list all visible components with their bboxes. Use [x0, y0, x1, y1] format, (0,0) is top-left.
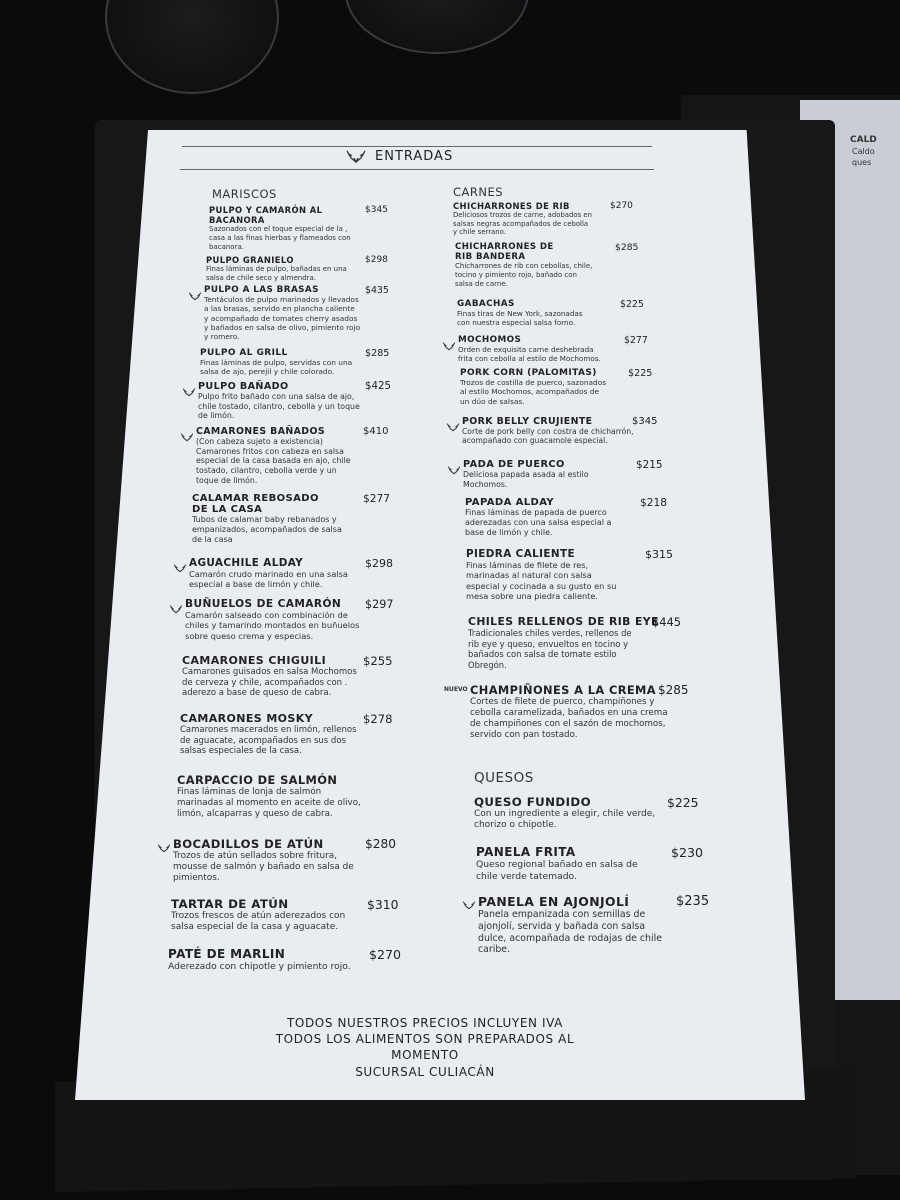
menu-item-carnes [463, 459, 663, 489]
item-description: Finas láminas de papada de puerco aderezadas con una salsa especial a base de limón y chile. [465, 508, 612, 537]
item-description: Aderezado con chipotle y pimiento rojo. [168, 961, 351, 972]
item-description: Panela empanizada con semillas de ajonjolí, servida y bañada con salsa dulce, acompañada de rodajas de chile caribe. [478, 909, 662, 956]
item-name: PATÉ DE MARLIN [168, 947, 286, 961]
item-description: (Con cabeza sujeto a existencia) Camarones fritos con cabeza en salsa especial de la casa basada en ajo, chile tostado, cilantro, cebolla verde y un toque de limón. [196, 437, 351, 485]
item-price: $298 [365, 255, 388, 265]
menu-item-carnes [462, 416, 658, 446]
item-price: $410 [363, 426, 389, 437]
menu-item-mariscos [185, 598, 394, 641]
item-description: Trozos de atún sellados sobre fritura, mousse de salmón y bañado en salsa de pimientos. [173, 851, 354, 884]
menu-item-carnes [444, 683, 689, 741]
menu-item-carnes [466, 548, 673, 601]
item-price: $297 [365, 598, 394, 611]
item-name-line-2: RIB BANDERA [455, 252, 526, 262]
antler-icon [442, 337, 456, 348]
item-price: $278 [363, 712, 393, 726]
right-page-fragment: Caldo [852, 147, 875, 156]
item-price: $285 [615, 242, 639, 253]
item-description: Corte de pork belly con costra de chicharrón, acompañado con guacamole especial. [462, 427, 634, 446]
footer-line-2: TODOS LOS ALIMENTOS SON PREPARADOS AL MOMENTO [275, 1032, 575, 1063]
item-description: Deliciosa papada asada al estilo Mochomos. [463, 470, 589, 489]
menu-footer [240, 1015, 610, 1080]
menu-item-mariscos [177, 773, 361, 820]
item-description: Finas láminas de lonja de salmón marinadas al momento en aceite de olivo, limón, alcaparras y queso de cabra. [177, 787, 361, 819]
section-carnes: CARNES [453, 185, 504, 199]
antler-icon [446, 418, 460, 429]
item-name: PULPO GRANIELO [206, 255, 294, 265]
menu-item-mariscos [173, 837, 397, 884]
menu-item-mariscos [196, 426, 389, 486]
item-name: QUESO FUNDIDO [474, 795, 592, 809]
item-price: $225 [628, 368, 653, 379]
item-name: PAPADA ALDAY [465, 497, 555, 508]
antler-icon [182, 383, 196, 394]
item-price: $345 [632, 416, 658, 427]
item-name: AGUACHILE ALDAY [189, 557, 304, 569]
item-description: Trozos frescos de atún aderezados con salsa especial de la casa y aguacate. [171, 911, 346, 933]
wine-glass-right [345, 0, 529, 54]
item-name: CAMARONES BAÑADOS [196, 426, 325, 437]
item-name: CALAMAR REBOSADO [192, 493, 319, 504]
item-name-line-2: BACANORA [209, 215, 265, 225]
item-name: PIEDRA CALIENTE [466, 548, 575, 560]
item-price: $277 [363, 493, 390, 505]
menu-item-mariscos [206, 255, 388, 283]
menu-item-mariscos [171, 897, 399, 934]
item-description: Finas láminas de pulpo, bañadas en una salsa de chile seco y almendra. [206, 265, 347, 282]
item-price: $345 [365, 205, 388, 215]
menu-item-mariscos [189, 557, 393, 590]
item-name: GABACHAS [457, 299, 515, 309]
antler-icon [447, 461, 461, 472]
item-price: $225 [667, 795, 699, 810]
right-page-fragment: CALD [850, 135, 877, 145]
item-description: Trozos de costilla de puerco, sazonados al estilo Mochomos, acompañados de un dúo de salsas. [460, 378, 607, 406]
section-mariscos: MARISCOS [212, 187, 277, 201]
item-price: $285 [658, 683, 689, 697]
item-description: Cortes de filete de puerco, champiñones y cebolla caramelizada, bañados en una crema de champiñones con el sazón de mochomos, servido con pan tostado. [470, 697, 668, 740]
menu-item-quesos [474, 795, 699, 832]
item-description: Tubos de calamar baby rebanados y empanizados, acompañados de salsa de la casa [192, 515, 342, 544]
item-description: Pulpo frito bañado con una salsa de ajo, chile tostado, cilantro, cebolla y un toque de limón. [198, 392, 360, 421]
item-name: CARPACCIO DE SALMÓN [177, 773, 338, 787]
item-description: Camarón crudo marinado en una salsa especial a base de limón y chile. [189, 569, 348, 590]
menu-item-quesos [476, 845, 704, 882]
antler-icon [169, 600, 183, 611]
antler-logo-icon [345, 150, 367, 164]
item-name: BUÑUELOS DE CAMARÓN [185, 598, 342, 610]
header-rule-top [182, 146, 652, 147]
footer-line-3: SUCURSAL CULIACÁN [355, 1064, 495, 1079]
menu-item-mariscos [192, 493, 390, 545]
menu-item-mariscos [204, 285, 389, 341]
item-price: $310 [367, 897, 399, 912]
antler-icon [188, 287, 202, 298]
item-price: $215 [636, 459, 663, 471]
item-description: Con un ingrediente a elegir, chile verde, chorizo o chipotle. [474, 809, 656, 831]
menu-item-carnes [457, 299, 644, 327]
item-description: Camarones guisados en salsa Mochomos de cerveza y chile, acompañados con . aderezo a base de queso de cabra. [182, 667, 357, 699]
item-price: $425 [365, 381, 391, 392]
page-title [345, 149, 453, 164]
menu-item-carnes [458, 335, 648, 363]
item-name: PANELA EN AJONJOLÍ [478, 894, 630, 909]
item-name: PULPO A LAS BRASAS [204, 285, 319, 295]
item-price: $285 [365, 348, 390, 359]
item-description: Chicharrones de rib con cebollas, chile, tocino y pimiento rojo, bañado con salsa de carne. [455, 262, 593, 288]
item-description: Sazonados con el toque especial de la , casa a las finas hierbas y flameados con bacanora. [209, 225, 351, 251]
menu-item-carnes [453, 201, 633, 237]
item-price: $277 [624, 335, 648, 346]
item-price: $235 [676, 894, 710, 909]
item-description: Orden de exquisita carne deshebrada frita con cebolla al estilo de Mochomos. [458, 345, 601, 363]
item-name: PULPO BAÑADO [198, 381, 289, 392]
item-price: $230 [671, 845, 704, 860]
item-name: CHICHARRONES DE [455, 242, 554, 252]
item-name: PORK CORN (PALOMITAS) [460, 368, 597, 378]
menu-item-carnes [455, 242, 639, 288]
item-name: PULPO AL GRILL [200, 348, 288, 358]
item-name: CHICHARRONES DE RIB [453, 201, 570, 211]
item-price: $255 [363, 654, 393, 668]
right-page-fragment: ques [852, 158, 872, 167]
item-price: $218 [640, 497, 667, 509]
item-description: Tentáculos de pulpo marinados y llevados a las brasas, servido en plancha caliente y acompañado de tomates cherry asados y bañados en salsa de olivo, pimiento rojo y romero. [204, 295, 361, 341]
menu-item-mariscos [180, 712, 393, 757]
item-price: $270 [369, 947, 402, 962]
item-name: CHILES RELLENOS DE RIB EYE [468, 615, 659, 628]
antler-icon [173, 559, 187, 570]
item-name: CAMARONES CHIGUILI [182, 654, 327, 667]
menu-item-mariscos [198, 381, 391, 421]
item-description: Camarones macerados en limón, rellenos de aguacate, acompañados en sus dos salsas especiales de la casa. [180, 725, 357, 757]
new-badge: NUEVO [444, 686, 468, 693]
item-name: MOCHOMOS [458, 335, 522, 345]
item-name: CAMARONES MOSKY [180, 712, 314, 725]
item-name: PADA DE PUERCO [463, 459, 565, 470]
antler-icon [462, 896, 476, 907]
item-price: $280 [365, 837, 397, 851]
footer-line-1: TODOS NUESTROS PRECIOS INCLUYEN IVA [286, 1016, 563, 1030]
item-description: Finas láminas de filete de res, marinadas al natural con salsa especial y cocinada a su gusto en su mesa sobre una piedra caliente. [466, 560, 617, 601]
item-name: PANELA FRITA [476, 845, 576, 859]
item-name: BOCADILLOS DE ATÚN [173, 837, 324, 851]
section-quesos: QUESOS [474, 770, 534, 786]
menu-item-mariscos [182, 654, 393, 699]
menu-item-quesos [478, 894, 710, 956]
item-price: $445 [652, 615, 681, 629]
item-name-line-2: DE LA CASA [192, 504, 263, 515]
menu-item-carnes [460, 368, 653, 406]
item-price: $270 [610, 201, 633, 211]
item-price: $435 [365, 285, 389, 296]
item-description: Queso regional bañado en salsa de chile verde tatemado. [476, 859, 638, 882]
menu-item-carnes [465, 497, 667, 538]
item-description: Camarón salseado con combinación de chiles y tamarindo montados en buñuelos sobre queso crema y especias. [185, 610, 360, 641]
item-description: Deliciosos trozos de carne, adobados en salsas negras acompañados de cebolla y chile serrano. [453, 211, 592, 237]
item-price: $315 [645, 548, 673, 561]
menu-item-carnes [468, 615, 681, 670]
menu-item-mariscos [209, 205, 388, 251]
item-description: Tradicionales chiles verdes, rellenos de rib eye y queso, envueltos en tocino y bañados con salsa de tomate estilo Obregón. [468, 628, 632, 670]
item-name: CHAMPIÑONES A LA CREMA [470, 683, 657, 697]
page-title-text: ENTRADAS [375, 149, 454, 164]
item-name: TARTAR DE ATÚN [171, 897, 289, 911]
menu-item-mariscos [200, 348, 390, 377]
item-description: Finas láminas de pulpo, servidas con una salsa de ajo, perejil y chile colorado. [200, 358, 353, 377]
header-rule-bottom [180, 169, 654, 170]
item-description: Finas tiras de New York, sazonadas con nuestra especial salsa forno. [457, 309, 583, 327]
item-name: PULPO Y CAMARÓN AL [209, 205, 323, 215]
wine-glass-left [105, 0, 279, 94]
menu-item-mariscos [168, 947, 402, 973]
antler-icon [157, 839, 171, 850]
item-name: PORK BELLY CRUJIENTE [462, 416, 593, 427]
item-price: $298 [365, 557, 393, 570]
antler-icon [180, 428, 194, 439]
item-price: $225 [620, 299, 644, 310]
